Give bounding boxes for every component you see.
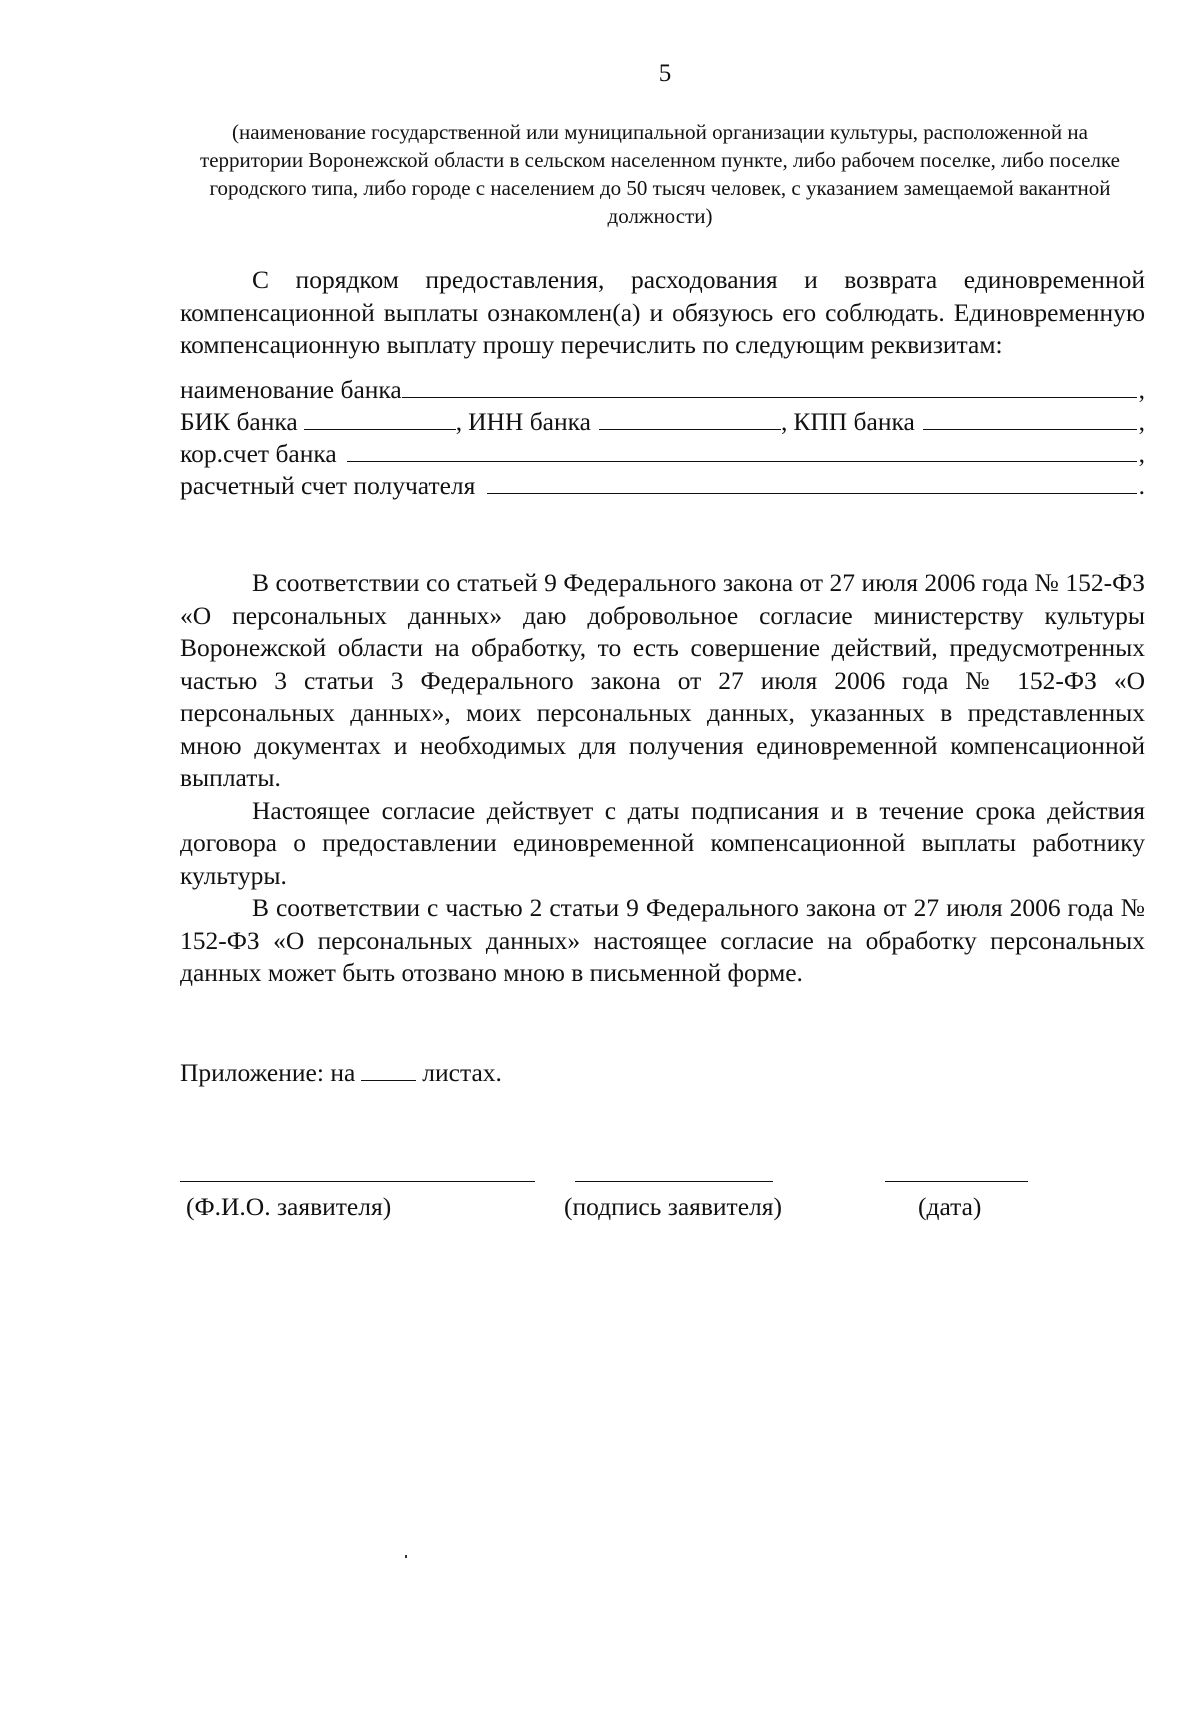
inn-field[interactable] [599, 407, 781, 430]
fio-caption: (Ф.И.О. заявителя) [186, 1192, 392, 1221]
recipient-account-label: расчетный счет получателя [180, 471, 476, 500]
bank-name-label: наименование банка [180, 375, 402, 404]
consent-paragraph: В соответствии со статьей 9 Федерального закона от 27 июля 2006 года № 152-ФЗ «О персональных данных» даю добровольное согласие министерству культуры Воронежской области на обработку, то есть совершение действий, предусмотренных частью 3 статьи 3 Федерального закона от 27 июля 2006 года № 152-ФЗ «О персональных данных», моих персональных данных, указанных в представленных мною документах и необходимых для получения единовременной компенсационной выплаты. [180, 568, 1145, 792]
bank-codes-row [180, 406, 1145, 438]
attachment-sheets-field[interactable] [361, 1058, 416, 1081]
comma-mark: , [455, 407, 463, 436]
bank-requisites [180, 374, 1145, 502]
attachment-suffix: листах. [422, 1058, 502, 1087]
organization-caption: (наименование государственной или муниципальной организации культуры, расположенной на территории Воронежской области в сельском населенном пункте, либо рабочем поселке, либо поселке городского типа, либо городе с населением до 50 тысяч человек, с указанием замещаемой вакантной должности) [200, 120, 1120, 228]
signature-caption: (подпись заявителя) [564, 1192, 782, 1221]
consent-withdrawal-paragraph: В соответствии с частью 2 статьи 9 Федерального закона от 27 июля 2006 года № 152-ФЗ «О персональных данных» настоящее согласие на обработку персональных данных может быть отозвано мною в письменной форме. [180, 893, 1145, 987]
attachment-prefix: Приложение: на [180, 1058, 356, 1087]
bank-name-field[interactable] [402, 375, 1137, 398]
date-caption: (дата) [918, 1192, 982, 1221]
period-mark: . [1138, 471, 1145, 500]
corr-account-field[interactable] [347, 439, 1137, 462]
consent-validity-paragraph: Настоящее согласие действует с даты подписания и в течение срока действия договора о предоставлении единовременной компенсационной выплаты работнику культуры. [180, 795, 1145, 890]
comma-mark: , [780, 407, 788, 436]
recipient-account-row [180, 470, 1145, 502]
comma-mark: , [1138, 407, 1145, 436]
inn-label: ИНН банка [468, 407, 591, 436]
attachment-line [180, 1058, 502, 1088]
corr-account-row [180, 438, 1145, 470]
corr-account-label: кор.счет банка [180, 439, 337, 468]
signature-line[interactable] [575, 1181, 773, 1182]
fio-signature-line[interactable] [180, 1181, 535, 1182]
bik-label: БИК банка [180, 407, 298, 436]
scan-dot-artifact [405, 1555, 407, 1558]
intro-paragraph: С порядком предоставления, расходования и возврата единовременной компенсационной выплаты ознакомлен(а) и обязуюсь его соблюдать. Единовременную компенсационную выплату прошу перечислить по следующим реквизитам: [180, 265, 1145, 359]
bank-name-row [180, 374, 1145, 406]
date-line[interactable] [885, 1181, 1028, 1182]
recipient-account-field[interactable] [487, 471, 1136, 494]
kpp-label: КПП банка [793, 407, 915, 436]
intro-paragraph-block [180, 264, 1145, 362]
consent-block [180, 567, 1145, 990]
page-number: 5 [658, 60, 672, 87]
comma-mark: , [1138, 375, 1145, 404]
bik-field[interactable] [304, 407, 456, 430]
kpp-field[interactable] [923, 407, 1137, 430]
comma-mark: , [1138, 439, 1145, 468]
